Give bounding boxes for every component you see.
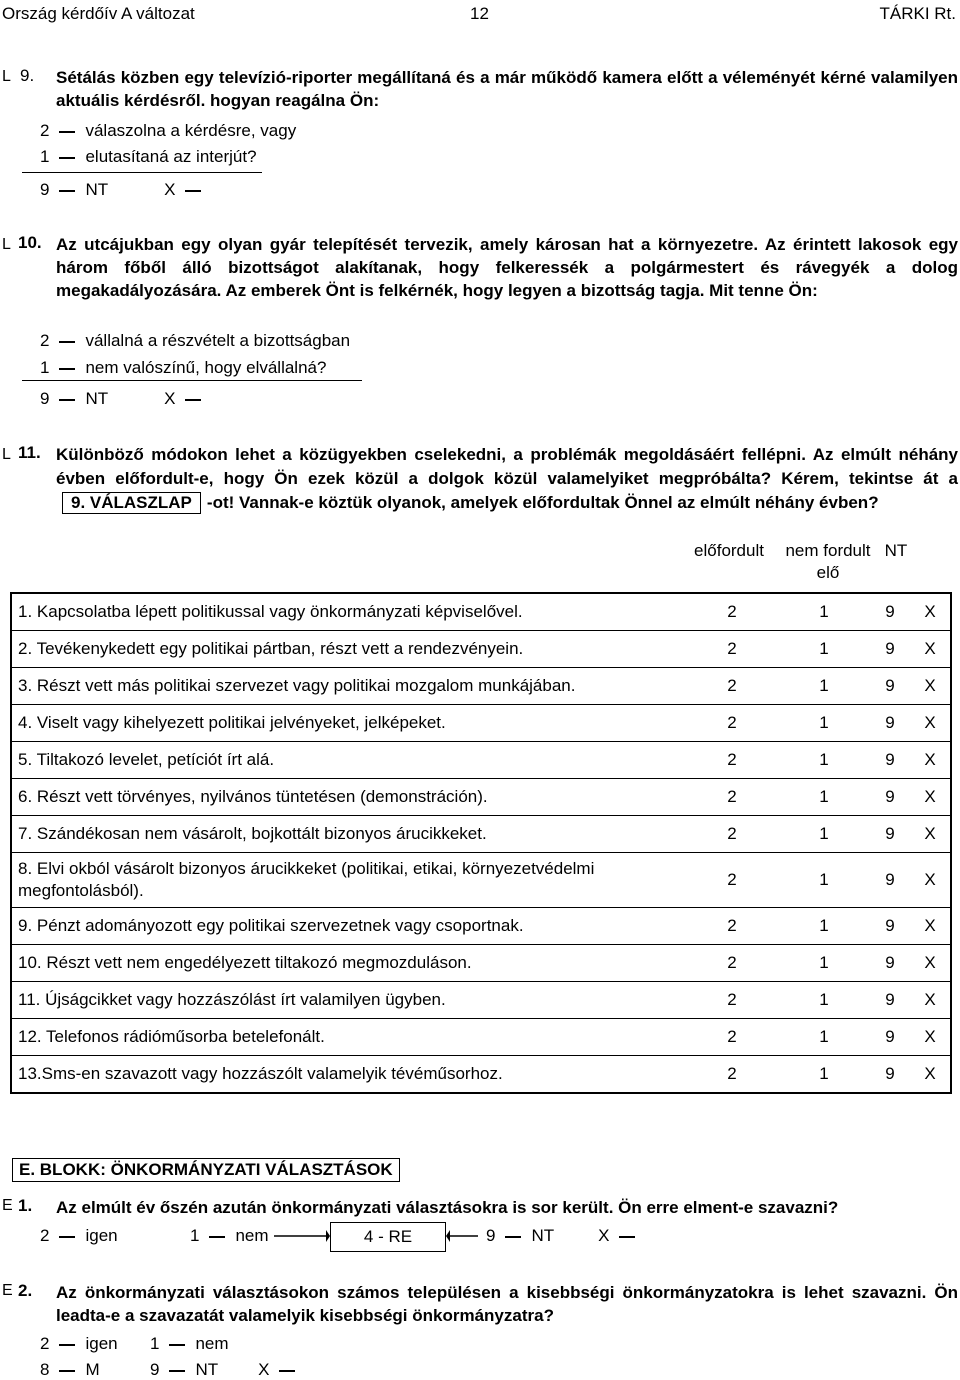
answer-code-cell[interactable]: 1 — [778, 945, 870, 982]
answer-code-cell[interactable]: 1 — [778, 593, 870, 631]
activity-label: 6. Részt vett törvényes, nyilvános tüntetésen (demonstráción). — [11, 779, 686, 816]
header-page-number: 12 — [470, 4, 489, 23]
table-row — [11, 1019, 951, 1056]
dash-icon — [59, 341, 75, 343]
answer-code-cell[interactable]: X — [910, 779, 951, 816]
table-row — [11, 705, 951, 742]
answer-code-cell[interactable]: 1 — [778, 742, 870, 779]
dash-icon — [59, 399, 75, 401]
table-row — [11, 908, 951, 945]
option-code: 2 — [40, 331, 50, 350]
option-code: 8 — [40, 1360, 50, 1379]
answer-code-cell[interactable]: X — [910, 982, 951, 1019]
answer-code-cell[interactable]: 9 — [870, 816, 910, 853]
activity-label: 12. Telefonos rádióműsorba betelefonált. — [11, 1019, 686, 1056]
question-number: 1. — [18, 1196, 33, 1215]
table-row — [11, 668, 951, 705]
question-number: 2. — [18, 1281, 33, 1300]
answer-option-no[interactable] — [150, 1334, 229, 1354]
dash-icon — [505, 1236, 521, 1238]
answer-code-cell[interactable]: 2 — [686, 982, 778, 1019]
question-code: E — [2, 1282, 13, 1299]
activity-label: 13.Sms-en szavazott vagy hozzászólt valamelyik tévéműsorhoz. — [11, 1056, 686, 1094]
answer-code-cell[interactable]: 2 — [686, 668, 778, 705]
activity-label: 7. Szándékosan nem vásárolt, bojkottált bizonyos árucikkeket. — [11, 816, 686, 853]
answer-code-cell[interactable]: 1 — [778, 816, 870, 853]
dash-icon — [619, 1236, 635, 1238]
answer-code-cell[interactable]: X — [910, 853, 951, 908]
answer-code-cell[interactable]: 9 — [870, 705, 910, 742]
answer-code-cell[interactable]: X — [910, 705, 951, 742]
table-row — [11, 816, 951, 853]
header-organization: TÁRKI Rt. — [879, 4, 956, 23]
card-reference: 9. VÁLASZLAP — [62, 492, 201, 514]
question-text: Az utcájukban egy olyan gyár telepítését tervezik, amely károsan hat a környezetre. Az érintett lakosok egy három főből álló bizottságot alakítanak, hogy felkeressék a polgármestert és rávegyék a dolog megakadályozására. Az emberek Önt is felkérnék, hogy legyen a bizottság tagja. Mit tenne Ön: — [56, 235, 958, 300]
answer-code-cell[interactable]: 2 — [686, 816, 778, 853]
question-text-part: -ot! Vannak-e köztük olyanok, amelyek előfordultak Önnel az elmúlt néhány évben? — [206, 493, 879, 512]
divider — [22, 172, 262, 173]
section-title: E. BLOKK: ÖNKORMÁNYZATI VÁLASZTÁSOK — [12, 1158, 400, 1182]
column-header-not-occurred: nem fordult elő — [785, 541, 871, 582]
option-label: igen — [85, 1226, 118, 1245]
option-label: elutasítaná az interjút? — [85, 147, 257, 166]
answer-code-cell[interactable]: 2 — [686, 705, 778, 742]
dash-icon — [59, 157, 75, 159]
dash-icon — [185, 190, 201, 192]
option-label: M — [85, 1360, 100, 1379]
answer-code-cell[interactable]: 9 — [870, 908, 910, 945]
answer-code-cell[interactable]: 2 — [686, 908, 778, 945]
answer-option[interactable] — [40, 121, 296, 141]
option-x: X — [598, 1226, 610, 1245]
answer-code-cell[interactable]: 2 — [686, 631, 778, 668]
answer-code-cell[interactable]: 2 — [686, 742, 778, 779]
dash-icon — [59, 1236, 75, 1238]
option-label: vállalná a részvételt a bizottságban — [85, 331, 351, 350]
question-text: Az önkormányzati választásokon számos településen a kisebbségi önkormányzatokra is lehet szavazni. Ön leadta-e a szavazatát valamelyik kisebbségi önkormányzatra? — [56, 1283, 958, 1325]
divider — [22, 380, 362, 381]
answer-code-cell[interactable]: X — [910, 945, 951, 982]
table-row — [11, 742, 951, 779]
table-row — [11, 593, 951, 631]
answer-code-cell[interactable]: 1 — [778, 779, 870, 816]
table-row — [11, 853, 951, 908]
answer-code-cell[interactable]: 1 — [778, 668, 870, 705]
option-label: NT — [195, 1360, 219, 1379]
option-x: X — [164, 180, 176, 199]
answer-code-cell[interactable]: 1 — [778, 853, 870, 908]
answer-code-cell[interactable]: X — [910, 816, 951, 853]
answer-code-cell[interactable]: 9 — [870, 742, 910, 779]
answer-code-cell[interactable]: X — [910, 908, 951, 945]
answer-code-cell[interactable]: X — [910, 668, 951, 705]
answer-code-cell[interactable]: 9 — [870, 779, 910, 816]
skip-target: 4 - RE — [330, 1222, 446, 1252]
answer-code-cell[interactable]: 1 — [778, 705, 870, 742]
table-row — [11, 631, 951, 668]
activity-label: 4. Viselt vagy kihelyezett politikai jelvényeket, jelképeket. — [11, 705, 686, 742]
activity-label: 5. Tiltakozó levelet, petíciót írt alá. — [11, 742, 686, 779]
answer-option[interactable] — [40, 358, 326, 378]
option-code: 9 — [486, 1226, 496, 1245]
answer-code-cell[interactable]: 2 — [686, 1056, 778, 1094]
option-label: nem — [195, 1334, 229, 1353]
answer-option-yes[interactable] — [40, 1334, 118, 1354]
activity-table — [10, 592, 952, 1094]
answer-code-cell[interactable]: 1 — [778, 1019, 870, 1056]
option-code: 2 — [40, 1334, 50, 1353]
answer-code-cell[interactable]: X — [910, 742, 951, 779]
activity-label: 3. Részt vett más politikai szervezet vagy politikai mozgalom munkájában. — [11, 668, 686, 705]
column-header-occurred: előfordult — [694, 541, 764, 560]
answer-code-cell[interactable]: 1 — [778, 631, 870, 668]
activity-label: 1. Kapcsolatba lépett politikussal vagy önkormányzati képviselővel. — [11, 593, 686, 631]
question-code: E — [2, 1197, 13, 1214]
column-header-nt: NT — [884, 541, 908, 560]
activity-label: 8. Elvi okból vásárolt bizonyos árucikkeket (politikai, etikai, környezetvédelmi megfontolásból). — [11, 853, 686, 908]
answer-code-cell[interactable]: X — [910, 1019, 951, 1056]
option-code: 1 — [150, 1334, 160, 1353]
option-label: válaszolna a kérdésre, vagy — [85, 121, 297, 140]
option-label: nem valószínű, hogy elvállalná? — [85, 358, 327, 377]
answer-code-cell[interactable]: 1 — [778, 1056, 870, 1094]
answer-code-cell[interactable]: X — [910, 1056, 951, 1094]
answer-option-nt[interactable] — [150, 1360, 305, 1380]
option-label: NT — [531, 1226, 555, 1245]
option-code: 1 — [40, 358, 50, 377]
answer-option-no[interactable] — [190, 1226, 269, 1246]
dash-icon — [279, 1370, 295, 1372]
question-text: Sétálás közben egy televízió-riporter megállítaná és a már működő kamera előtt a véleményét kérné valamilyen aktuális kérdésről. hogyan reagálna Ön: — [56, 68, 958, 110]
option-code: 2 — [40, 121, 50, 140]
answer-option-nt[interactable] — [40, 389, 211, 409]
answer-code-cell[interactable]: 9 — [870, 1019, 910, 1056]
table-row — [11, 945, 951, 982]
answer-code-cell[interactable]: 9 — [870, 982, 910, 1019]
answer-option-nt[interactable] — [40, 180, 211, 200]
dash-icon — [59, 190, 75, 192]
dash-icon — [59, 368, 75, 370]
option-code: 2 — [40, 1226, 50, 1245]
option-x: X — [258, 1360, 270, 1379]
activity-label: 9. Pénzt adományozott egy politikai szervezetnek vagy csoportnak. — [11, 908, 686, 945]
answer-code-cell[interactable]: 9 — [870, 631, 910, 668]
answer-code-cell[interactable]: 9 — [870, 1056, 910, 1094]
question-number: 9. — [20, 66, 35, 85]
option-label: igen — [85, 1334, 118, 1353]
dash-icon — [59, 1370, 75, 1372]
option-code: 1 — [40, 147, 50, 166]
answer-option[interactable] — [40, 331, 350, 351]
answer-code-cell[interactable]: 2 — [686, 779, 778, 816]
table-row — [11, 982, 951, 1019]
question-text-part: Különböző módokon lehet a közügyekben cselekedni, a problémák megoldásáért fellépni. Az elmúlt néhány évben előfordult-e, hogy Ön ezek közül a dolgok közül valamelyiket megpróbálta? Kérem, tekintse át a — [56, 445, 958, 488]
option-code: 1 — [190, 1226, 200, 1245]
answer-code-cell[interactable]: 2 — [686, 853, 778, 908]
table-row — [11, 779, 951, 816]
activity-label: 10. Részt vett nem engedélyezett tiltakozó megmozduláson. — [11, 945, 686, 982]
answer-code-cell[interactable]: 1 — [778, 908, 870, 945]
option-label: NT — [85, 389, 109, 408]
dash-icon — [185, 399, 201, 401]
answer-option[interactable] — [40, 147, 257, 167]
dash-icon — [59, 1344, 75, 1346]
question-code: L — [2, 236, 11, 253]
question-number: 11. — [18, 443, 41, 462]
question-text: Az elmúlt év őszén azután önkormányzati választásokra is sor került. Ön erre elment-e szavazni? — [56, 1198, 839, 1217]
dash-icon — [209, 1236, 225, 1238]
answer-code-cell[interactable]: 9 — [870, 668, 910, 705]
question-text — [56, 443, 958, 515]
dash-icon — [169, 1370, 185, 1372]
option-x: X — [164, 389, 176, 408]
answer-code-cell[interactable]: 9 — [870, 945, 910, 982]
answer-code-cell[interactable]: 2 — [686, 945, 778, 982]
answer-code-cell[interactable]: 1 — [778, 982, 870, 1019]
answer-code-cell[interactable]: 9 — [870, 853, 910, 908]
option-code: 9 — [150, 1360, 160, 1379]
option-code: 9 — [40, 180, 50, 199]
arrowhead-left-icon — [446, 1230, 450, 1242]
table-row — [11, 1056, 951, 1094]
question-number: 10. — [18, 233, 42, 252]
answer-code-cell[interactable]: 9 — [870, 593, 910, 631]
dash-icon — [169, 1344, 185, 1346]
answer-code-cell[interactable]: 2 — [686, 593, 778, 631]
question-code: L — [2, 68, 11, 85]
answer-option-nt[interactable] — [486, 1226, 645, 1246]
question-code: L — [2, 446, 11, 463]
activity-label: 2. Tevékenykedett egy politikai pártban, részt vett a rendezvényein. — [11, 631, 686, 668]
option-label: nem — [235, 1226, 269, 1245]
dash-icon — [59, 131, 75, 133]
answer-code-cell[interactable]: 2 — [686, 1019, 778, 1056]
answer-option-m[interactable] — [40, 1360, 100, 1380]
option-code: 9 — [40, 389, 50, 408]
activity-label: 11. Újságcikket vagy hozzászólást írt valamilyen ügyben. — [11, 982, 686, 1019]
answer-code-cell[interactable]: X — [910, 593, 951, 631]
answer-code-cell[interactable]: X — [910, 631, 951, 668]
option-label: NT — [85, 180, 109, 199]
answer-option-yes[interactable] — [40, 1226, 118, 1246]
header-survey-title: Ország kérdőív A változat — [2, 4, 195, 23]
